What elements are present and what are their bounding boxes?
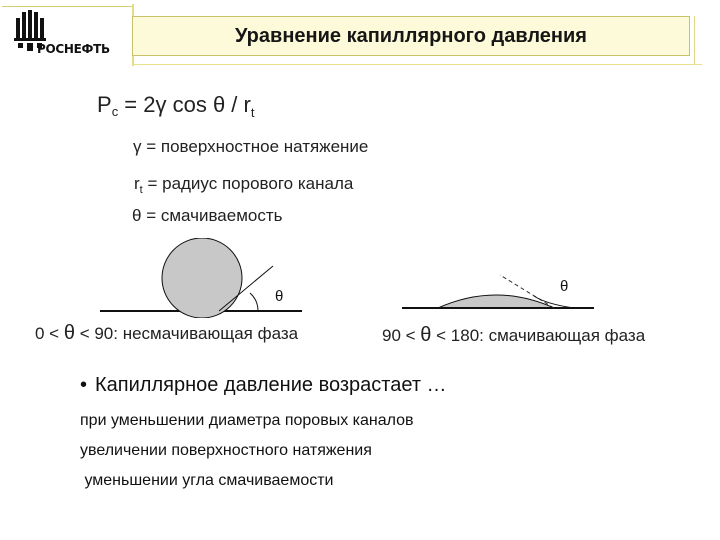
definition-symbol: γ [133,137,142,156]
bullet-headline [80,374,447,397]
definition-symbol: r [134,174,140,193]
contact-angle-arc [250,293,258,311]
caption-wetting [382,324,645,347]
droplet-shape [438,295,554,308]
bullet-dot-icon: • [80,374,88,396]
angle-label: θ [275,288,284,305]
caption-theta: θ [63,322,75,344]
definition-radius [134,174,353,196]
list-item: увеличении поверхностного натяжения [80,442,372,459]
non-wetting-droplet-diagram [96,238,316,318]
title-rule-bottom [132,64,702,65]
capillary-formula [97,92,254,120]
formula-p: P [97,92,112,117]
definition-gamma [133,137,368,157]
caption-theta: θ [420,324,432,346]
logo-text: РОСНЕФТЬ [37,42,110,56]
caption-post: < 90: несмачивающая фаза [74,324,299,343]
list-item: при уменьшении диаметра поровых каналов [80,412,414,429]
caption-non-wetting [35,322,298,345]
definition-symbol-sub: t [139,184,143,196]
formula-p-sub: c [111,104,119,119]
definition-text: = смачиваемость [141,206,283,225]
page-title: Уравнение капиллярного давления [235,24,587,47]
rosneft-logo [0,0,132,80]
formula-r-sub: t [250,105,255,120]
droplet-shape [162,238,242,318]
formula-rest: = 2γ cos θ / r [118,92,251,117]
angle-label: θ [560,278,569,295]
definition-symbol: θ [132,206,142,225]
bullet-headline-text: Капиллярное давление возрастает … [95,374,447,396]
definition-theta [132,206,283,226]
caption-pre: 0 < [35,324,64,343]
logo-top-rule [2,6,132,7]
caption-pre: 90 < [382,326,421,345]
definition-text: = поверхностное натяжение [141,137,369,156]
list-item: уменьшении угла смачиваемости [80,472,334,489]
caption-post: < 180: смачивающая фаза [431,326,646,345]
definition-text: = радиус порового канала [142,174,354,193]
wetting-droplet-diagram [396,268,596,324]
title-rule-right [694,16,695,64]
